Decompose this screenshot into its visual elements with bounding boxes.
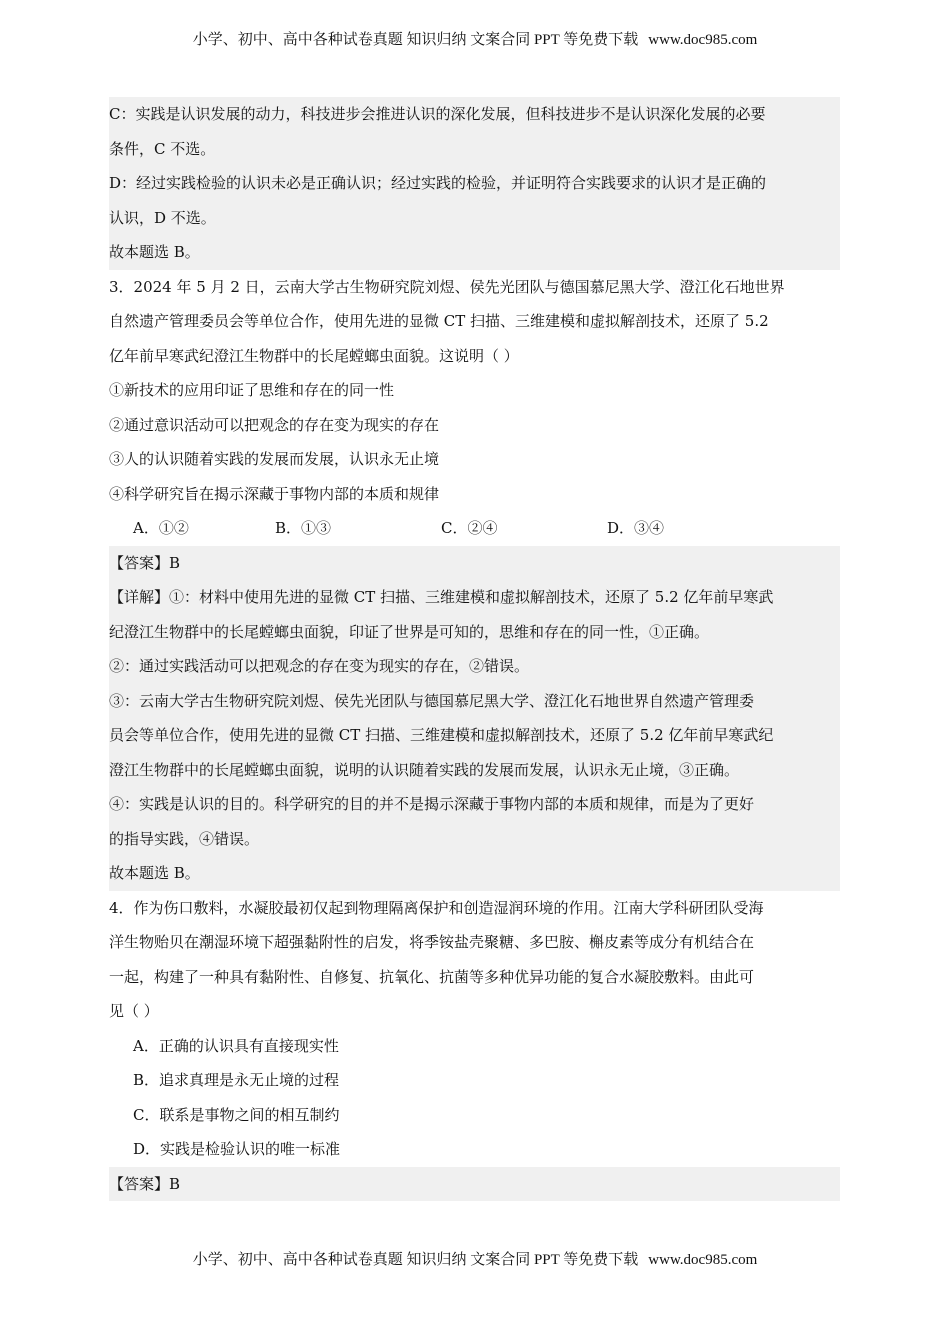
explanation-conclusion: 故本题选 B。 (109, 243, 200, 261)
prev-explanation (109, 97, 840, 270)
q3-explanation-line3: ②：通过实践活动可以把观念的存在变为现实的存在，②错误。 (109, 657, 530, 675)
explanation-c-line2: 条件，C 不选。 (109, 139, 216, 158)
document-content (109, 97, 840, 1201)
q4-stem-line1: 4．作为伤口敷料，水凝胶最初仅起到物理隔离保护和创造湿润环境的作用。江南大学科研团队受海 (109, 898, 764, 917)
q4-choice-c[interactable]: C．联系是事物之间的相互制约 (133, 1105, 340, 1124)
q4-choice-b[interactable]: B．追求真理是永无止境的过程 (133, 1071, 340, 1089)
explanation-d-line2: 认识，D 不选。 (109, 208, 216, 227)
q3-statement-4: ④科学研究旨在揭示深藏于事物内部的本质和规律 (109, 484, 440, 503)
q3-choice-d[interactable]: D．③④ (607, 519, 665, 537)
q3-explanation-line6: 澄江生物群中的长尾螳螂虫面貌，说明的认识随着实践的发展而发展，认识永无止境，③正确。 (109, 760, 740, 779)
q3-explanation-line2: 纪澄江生物群中的长尾螳螂虫面貌，印证了世界是可知的，思维和存在的同一性，①正确。 (109, 622, 710, 641)
header-url[interactable]: www.doc985.com (648, 32, 758, 48)
q4-choice-d[interactable]: D．实践是检验认识的唯一标准 (133, 1140, 341, 1158)
q4-answer-block (109, 1167, 840, 1202)
q3-explanation-line8: 的指导实践，④错误。 (109, 829, 260, 848)
q4-answer: 【答案】B (109, 1174, 181, 1193)
q4-stem-line2: 洋生物贻贝在潮湿环境下超强黏附性的启发，将季铵盐壳聚糖、多巴胺、槲皮素等成分有机结合在 (109, 933, 755, 951)
q4-stem-line4: 见（ ） (109, 1002, 159, 1020)
q3-explanation-line7: ④：实践是认识的目的。科学研究的目的并不是揭示深藏于事物内部的本质和规律，而是为了更好 (109, 795, 755, 813)
page-header (0, 28, 950, 49)
footer-url[interactable]: www.doc985.com (648, 1252, 758, 1268)
q3-statement-2: ②通过意识活动可以把观念的存在变为现实的存在 (109, 415, 440, 434)
q3-stem-line3: 亿年前早寒武纪澄江生物群中的长尾螳螂虫面貌。这说明（ ） (109, 346, 519, 365)
q3-statement-1: ①新技术的应用印证了思维和存在的同一性 (109, 381, 395, 399)
q3-explanation-conclusion: 故本题选 B。 (109, 864, 200, 882)
q3-choices (109, 511, 840, 546)
q4-stem-line3: 一起，构建了一种具有黏附性、自修复、抗氧化、抗菌等多种优异功能的复合水凝胶敷料。由此可 (109, 967, 755, 986)
page-footer (0, 1248, 950, 1269)
q3-explanation-line5: 员会等单位合作，使用先进的显微 CT 扫描、三维建模和虚拟解剖技术，还原了 5.2 亿年前早寒武纪 (109, 726, 774, 744)
question-3 (109, 270, 840, 546)
q3-stem-line2: 自然遗产管理委员会等单位合作，使用先进的显微 CT 扫描、三维建模和虚拟解剖技术，还原了 5.2 (109, 312, 769, 330)
q3-answer: 【答案】B (109, 553, 181, 572)
header-text: 小学、初中、高中各种试卷真题 知识归纳 文案合同 PPT 等免费下载 (192, 32, 639, 48)
q3-stem-line1: 3．2024 年 5 月 2 日，云南大学古生物研究院刘煜、侯先光团队与德国慕尼黑大学、澄江化石地世界 (109, 277, 785, 296)
q3-explanation-line4: ③：云南大学古生物研究院刘煜、侯先光团队与德国慕尼黑大学、澄江化石地世界自然遗产管理委 (109, 691, 755, 710)
q3-choice-a[interactable]: A．①② (133, 519, 189, 537)
footer-text: 小学、初中、高中各种试卷真题 知识归纳 文案合同 PPT 等免费下载 (192, 1252, 639, 1268)
q3-statement-3: ③人的认识随着实践的发展而发展，认识永无止境 (109, 450, 440, 468)
q3-choice-b[interactable]: B．①③ (275, 519, 332, 537)
q3-explanation-line1: 【详解】①：材料中使用先进的显微 CT 扫描、三维建模和虚拟解剖技术，还原了 5.2 亿年前早寒武 (109, 588, 774, 606)
explanation-d-line1: D：经过实践检验的认识未必是正确认识；经过实践的检验，并证明符合实践要求的认识才是正确的 (109, 174, 767, 192)
question-4 (109, 891, 840, 1167)
explanation-c-line1: C：实践是认识发展的动力，科技进步会推进认识的深化发展，但科技进步不是认识深化发展的必要 (109, 105, 766, 123)
q3-answer-block (109, 546, 840, 891)
q4-choice-a[interactable]: A．正确的认识具有直接现实性 (133, 1036, 339, 1055)
q3-choice-c[interactable]: C．②④ (441, 519, 498, 537)
